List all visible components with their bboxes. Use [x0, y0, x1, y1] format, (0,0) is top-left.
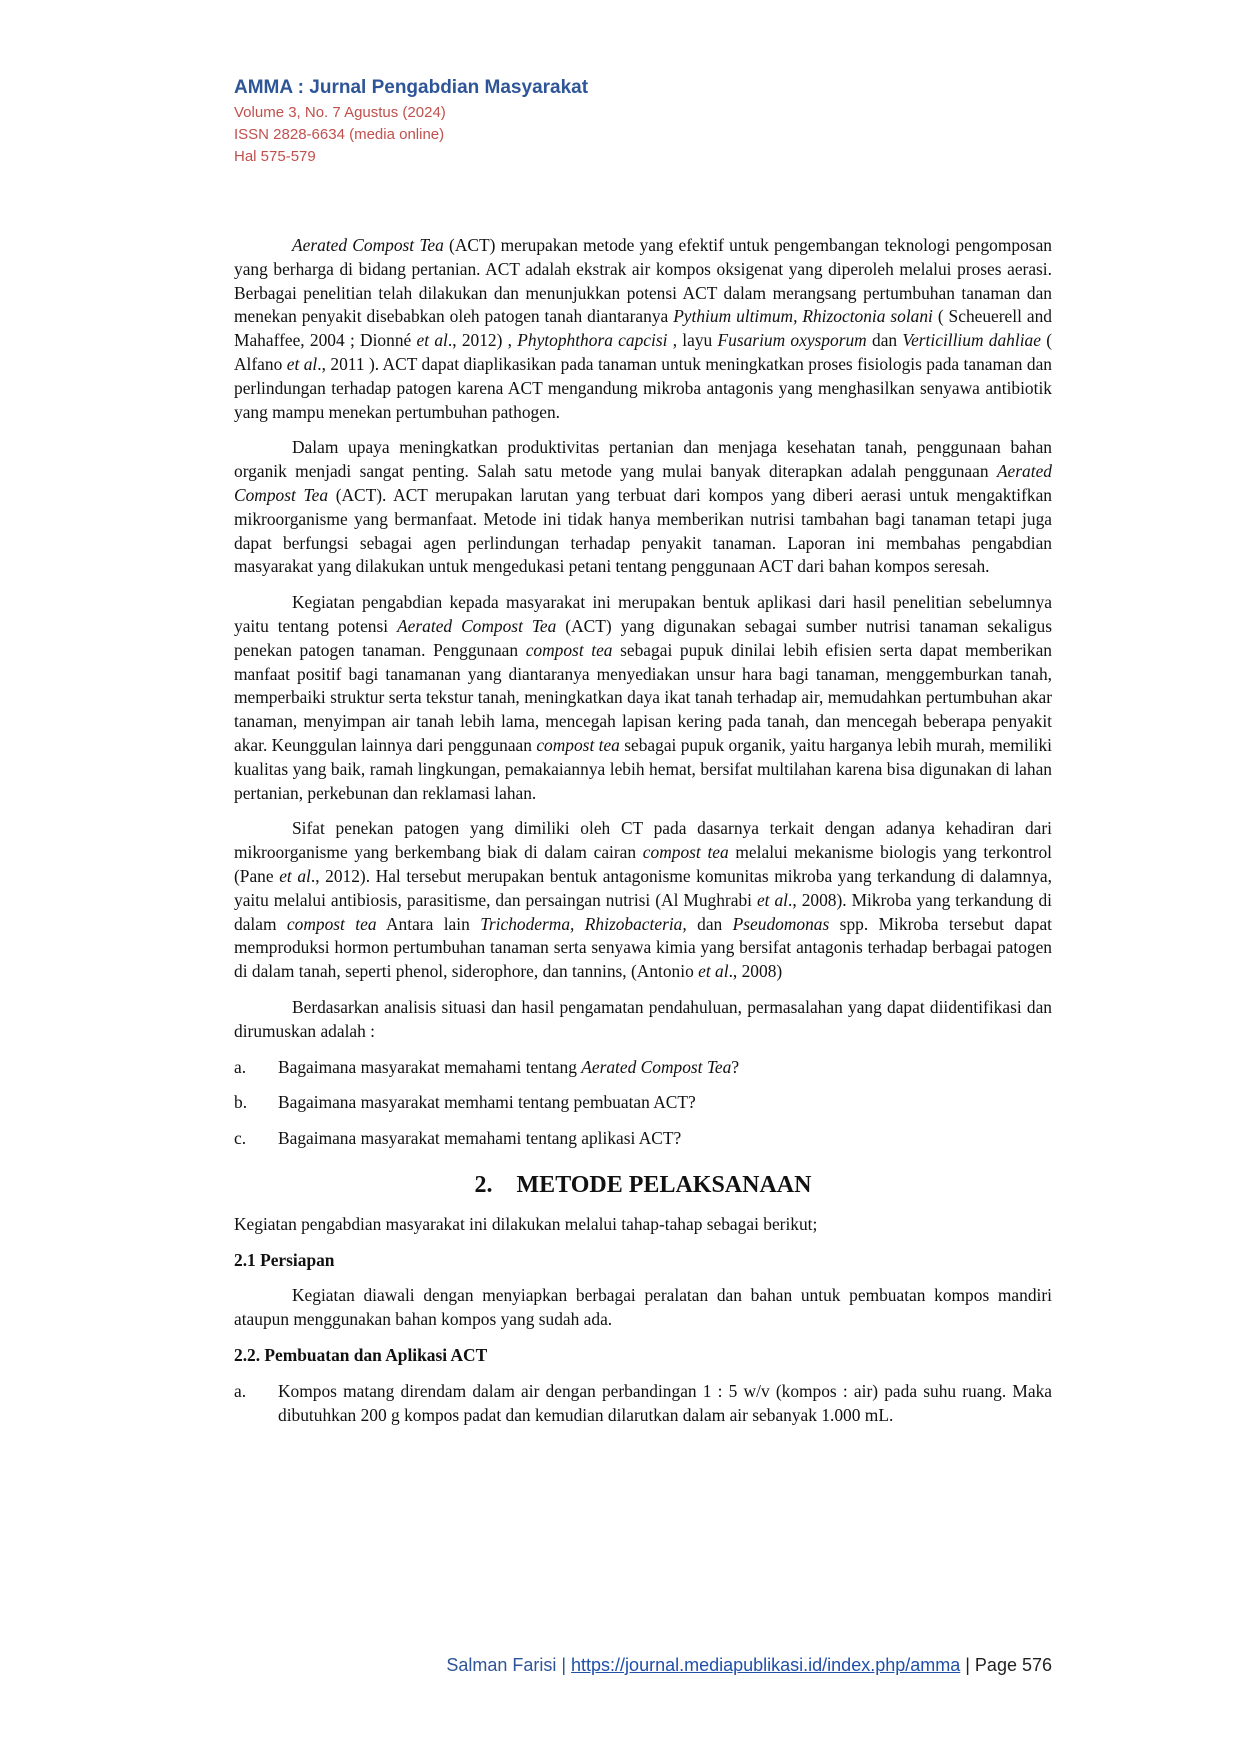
journal-header — [234, 74, 588, 168]
list-text — [278, 1091, 1052, 1115]
italic-term: compost tea — [642, 842, 729, 863]
journal-pages: Hal 575-579 — [234, 148, 316, 165]
section-heading-metode: 2. METODE PELAKSANAAN — [474, 1171, 812, 1198]
text-run: ., 2008). Mikroba yang terkandung di dalam — [234, 889, 1052, 934]
italic-term: et al — [416, 330, 448, 351]
paragraph-pathogen — [234, 817, 1052, 984]
italic-term: Aerated Compost Tea — [397, 615, 557, 636]
paragraph-act-intro — [234, 234, 1052, 424]
text-run: dan — [686, 913, 733, 934]
italic-term: Verticillium dahliae — [902, 330, 1041, 351]
list-text — [278, 1380, 1052, 1428]
italic-term: compost tea — [536, 734, 620, 755]
text-run: Berdasarkan analisis situasi dan hasil pengamatan pendahuluan, permasalahan yang dapat diidentifikasi dan dirumuskan adalah : — [234, 996, 1052, 1041]
text-run: Sifat penekan patogen yang dimiliki oleh CT pada dasarnya terkait dengan adanya kehadiran dari mikroorganisme yang berkembang biak di dalam cairan — [234, 818, 1052, 863]
journal-link[interactable]: https://journal.mediapublikasi.id/index.php/amma — [571, 1655, 961, 1675]
text-run: Antara lain — [376, 913, 481, 934]
italic-term: Aerated Compost Tea — [234, 461, 1052, 505]
journal-volume: Volume 3, No. 7 Agustus (2024) — [234, 104, 446, 121]
page-footer — [446, 1655, 1052, 1676]
italic-term: compost tea — [525, 639, 613, 660]
list-label: a. — [234, 1380, 247, 1401]
italic-term: compost tea — [286, 913, 377, 934]
text-run: ., 2012). Hal tersebut merupakan bentuk antagonisme komunitas mikroba yang terkandung di dalamnya, yaitu melalui antibiosis, parasitisme, dan persaingan nutrisi (Al Mughrabi — [234, 865, 1053, 910]
text-run: ( Scheuerell and Mahaffee, 2004 ; Dionné — [234, 306, 1052, 351]
footer-author: Salman Farisi | — [446, 1655, 572, 1675]
italic-term: Trichoderma, Rhizobacteria, — [480, 913, 687, 934]
text-run: sebagai pupuk dinilai lebih efisien serta dapat memberikan manfaat positif bagi tanamanan yang diantaranya menyediakan unsur hara bagi tanaman, menggemburkan tanah, memperbaiki struktur serta tekstur tanah, meningkatkan daya ikat tanah terhadap air, memudahkan pertumbuhan akar tanaman, menyimpan air tanah lebih lama, mencegah lapisan kering pada tanah, dan mencegah beberapa penyakit akar. Keunggulan lainnya dari penggunaan — [234, 639, 1052, 755]
question-item — [234, 1091, 1052, 1115]
text-run: Dalam upaya meningkatkan produktivitas pertanian dan menjaga kesehatan tanah, penggunaan bahan organik menjadi sangat penting. Salah satu metode yang mulai banyak diterapkan adalah penggunaan — [234, 437, 1052, 482]
paragraph-persiapan: Kegiatan diawali dengan menyiapkan berbagai peralatan dan bahan untuk pembuatan kompos mandiri ataupun menggunakan bahan kompos yang sudah ada. — [234, 1285, 1052, 1330]
text-run: , layu — [667, 330, 718, 351]
italic-term: et al — [756, 889, 789, 910]
journal-issn: ISSN 2828-6634 (media online) — [234, 126, 445, 143]
text-run: (ACT) merupakan metode yang efektif untuk pengembangan teknologi pengomposan yang berharga di bidang pertanian. ACT adalah ekstrak air kompos oksigenat yang diperoleh melalui proses aerasi. Berbagai penelitian telah dilakukan dan menunjukkan potensi ACT dalam merangsang pertumbuhan tanaman dan menekan penyakit disebabkan oleh patogen tanah diantaranya — [234, 235, 1052, 327]
text-run: Kompos matang direndam dalam air dengan perbandingan 1 : 5 w/v (kompos : air) pada suhu ruang. Maka dibutuhkan 200 g kompos padat dan kemudian dilarutkan dalam air sebanyak 1.000 mL. — [278, 1380, 1052, 1425]
italic-term: Aerated Compost Tea — [292, 235, 444, 255]
text-run: ., 2011 ). ACT dapat diaplikasikan pada tanaman untuk meningkatkan proses fisiologis pada tanaman dan perlindungan terhadap patogen karena ACT mengandung mikroba antagonis yang menghasilkan senyawa antibiotik yang mampu menekan pertumbuhan pathogen. — [234, 353, 1053, 422]
problem-list — [234, 1056, 1052, 1151]
italic-term: et al — [698, 961, 729, 982]
text-run: sebagai pupuk organik, yaitu harganya lebih murah, memiliki kualitas yang baik, ramah lingkungan, pemakaiannya lebih hemat, bersifat multilahan karena bisa digunakan di lahan pertanian, perkebunan dan reklamasi lahan. — [234, 734, 1052, 803]
question-item — [234, 1056, 1052, 1080]
italic-term: Pseudomonas — [732, 913, 830, 934]
italic-term: Phytophthora capcisi — [517, 330, 668, 351]
page-number: | Page 576 — [960, 1655, 1052, 1675]
text-run: Bagaimana masyarakat memhami tentang pembuatan ACT? — [278, 1092, 696, 1113]
text-run: Kegiatan pengabdian kepada masyarakat ini merupakan bentuk aplikasi dari hasil penelitian sebelumnya yaitu tentang potensi — [234, 592, 1052, 636]
paragraph-productivity — [234, 436, 1052, 579]
text-run: (ACT). ACT merupakan larutan yang terbuat dari kompos yang diberi aerasi untuk mengaktifkan mikroorganisme yang bermanfaat. Metode ini tidak hanya memberikan nutrisi tambahan bagi tanaman tetapi juga dapat berfungsi sebagai agen perlindungan terhadap penyakit tanaman. Laporan ini membahas pengabdian masyarakat yang dilakukan untuk mengedukasi petani tentang penggunaan ACT dari bahan kompos seresah. — [234, 484, 1052, 577]
step-list — [234, 1380, 1052, 1428]
text-run: dan — [866, 330, 903, 351]
text-run: ? — [731, 1056, 740, 1077]
italic-term: et al — [286, 353, 318, 374]
subheading-persiapan: 2.1 Persiapan — [234, 1249, 335, 1270]
italic-term: Fusarium oxysporum — [717, 330, 867, 351]
journal-title: AMMA : Jurnal Pengabdian Masyarakat — [234, 77, 589, 98]
list-label: a. — [234, 1056, 247, 1077]
italic-term: et al — [279, 865, 311, 886]
article-body — [234, 234, 1052, 1439]
list-text — [278, 1056, 1052, 1080]
step-item — [234, 1380, 1052, 1428]
text-run: (ACT) yang digunakan sebagai sumber nutrisi tanaman sekaligus penekan patogen tanaman. Penggunaan — [234, 615, 1052, 660]
italic-term: Pythium ultimum, Rhizoctonia solani — [673, 306, 933, 327]
section-intro: Kegiatan pengabdian masyarakat ini dilakukan melalui tahap-tahap sebagai berikut; — [234, 1213, 818, 1234]
list-label: c. — [234, 1128, 247, 1149]
text-run: ., 2012) , — [447, 330, 518, 351]
subheading-pembuatan: 2.2. Pembuatan dan Aplikasi ACT — [234, 1345, 488, 1366]
italic-term: Aerated Compost Tea — [581, 1056, 732, 1077]
paragraph-activity — [234, 591, 1052, 805]
text-run: Bagaimana masyarakat memahami tentang — [278, 1056, 582, 1077]
text-run: melalui mekanisme biologis yang terkontrol (Pane — [234, 842, 1052, 886]
paragraph-problem — [234, 996, 1052, 1044]
list-label: b. — [234, 1092, 248, 1113]
text-run: ( Alfano — [234, 330, 1053, 374]
text-run: Bagaimana masyarakat memahami tentang aplikasi ACT? — [278, 1128, 682, 1149]
question-item — [234, 1127, 1052, 1151]
list-text — [278, 1127, 1052, 1151]
text-run: spp. Mikroba tersebut dapat memproduksi hormon pertumbuhan tanaman serta senyawa kimia yang bersifat antagonis terhadap berbagai patogen di dalam tanah, seperti phenol, siderophore, dan tannins, (Antonio — [234, 913, 1053, 982]
text-run: ., 2008) — [728, 961, 783, 982]
